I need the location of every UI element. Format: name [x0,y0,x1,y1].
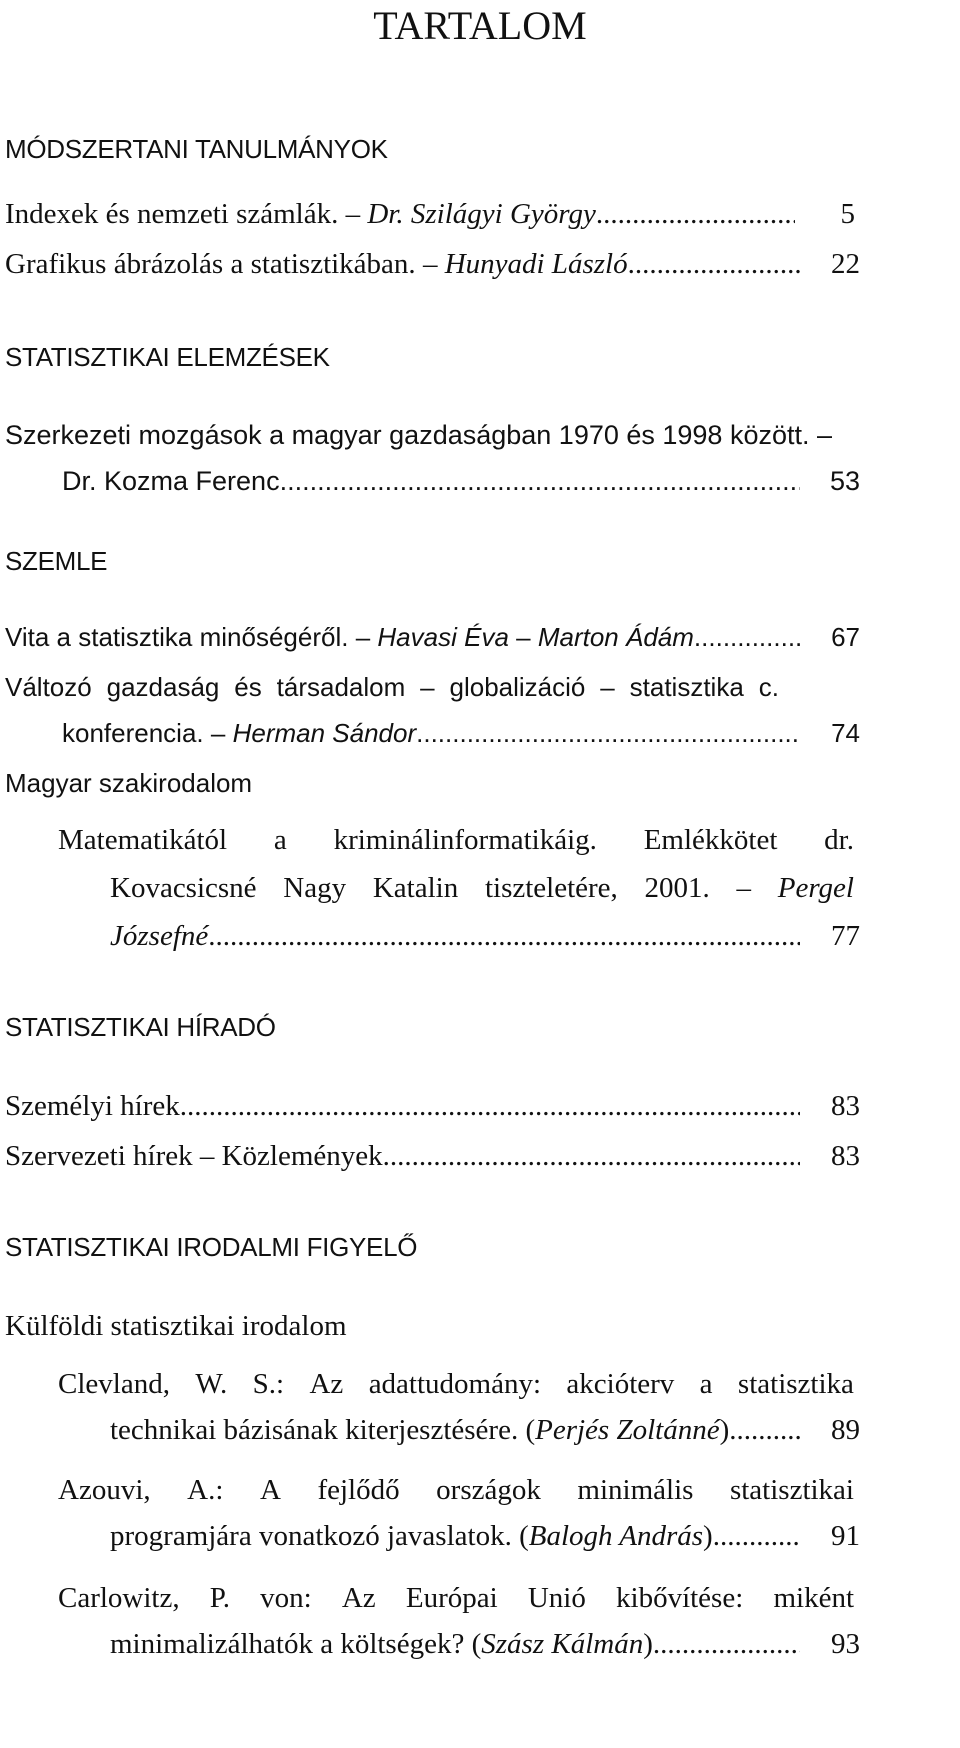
word: minimális [577,1474,694,1506]
toc-entry-line[interactable] [58,1368,854,1401]
word: Carlowitz, [58,1582,180,1614]
entry-reviewer: Perjés Zoltánné [535,1414,720,1446]
close-paren: ) [719,1414,730,1446]
close-paren: ) [703,1520,713,1552]
word: von: [260,1582,312,1614]
entry-title: technikai bázisának kiterjesztésére. ( [110,1414,536,1446]
word: fejlődő [317,1474,400,1506]
word: Emlékkötet [643,824,778,856]
entry-title: programjára vonatkozó javaslatok. ( [110,1520,529,1552]
page-number: 91 [831,1520,860,1552]
leader-dots [653,1628,800,1661]
page-number: 53 [829,466,860,496]
entry-dash: – [420,672,435,702]
word: statisztika [737,1368,854,1400]
entry-title: Személyi hírek [5,1090,180,1122]
word: dr. [824,824,854,856]
word: miként [773,1582,854,1614]
leader-dots [628,248,800,281]
page-number: 89 [831,1414,860,1446]
leader-dots [713,1520,800,1553]
entry-dash: – [817,420,833,450]
page-number: 67 [831,622,860,652]
word: globalizáció [449,672,586,702]
word: 2001. [644,872,710,904]
entry-dash: – [600,672,615,702]
page-number: 77 [831,920,860,952]
entry-title: Indexek és nemzeti számlák. [5,198,339,230]
entry-author: Pergel [777,872,854,904]
word: kibővítése: [616,1582,744,1614]
entry-title: Grafikus ábrázolás a statisztikában. [5,248,416,280]
subsection-heading-magyar: Magyar szakirodalom [5,768,253,798]
toc-entry[interactable] [110,1414,860,1447]
toc-entry[interactable] [5,198,855,231]
subsection-heading-kulfoldi: Külföldi statisztikai irodalom [5,1310,347,1342]
word: a [699,1368,713,1400]
entry-author: Herman Sándor [232,718,417,748]
word: és [234,672,262,702]
entry-author: Dr. Kozma Ferenc [62,466,280,496]
word: Clevland, [58,1368,170,1400]
word: Unió [527,1582,586,1614]
word: Katalin [372,872,459,904]
toc-entry-line[interactable] [58,1582,854,1615]
page-number: 83 [831,1090,860,1122]
entry-title: Szervezeti hírek – Közlemények [5,1140,383,1172]
section-heading-hirado: STATISZTIKAI HÍRADÓ [5,1012,276,1042]
entry-dash: – [736,872,752,904]
word: a [273,824,287,856]
entry-dash: – [422,248,438,280]
leader-dots [280,466,800,497]
word: c. [758,672,779,702]
word: Európai [405,1582,498,1614]
word: Azouvi, [58,1474,151,1506]
word: országok [436,1474,541,1506]
section-heading-szemle: SZEMLE [5,546,108,576]
entry-dash: – [355,622,371,652]
entry-title: konferencia. [62,718,204,748]
toc-entry[interactable] [110,1520,860,1553]
word: kriminálinformatikáig. [333,824,597,856]
leader-dots [729,1414,800,1447]
entry-dash: – [210,718,226,748]
entry-author: Marton Ádám [537,622,694,652]
page-number: 5 [840,198,855,230]
word: akcióterv [566,1368,675,1400]
entry-author: Józsefné [110,920,209,952]
toc-entry-line[interactable] [5,420,832,451]
close-paren: ) [643,1628,653,1660]
word: P. [209,1582,230,1614]
word: tiszteletére, [484,872,618,904]
entry-title: Szerkezeti mozgások a magyar gazdaságban 1970 és 1998 között. [5,420,810,450]
leader-dots [416,718,800,749]
word: Az [341,1582,376,1614]
entry-author: Hunyadi László [444,248,628,280]
word: Változó [5,672,92,702]
toc-entry[interactable] [62,718,860,749]
page-number: 93 [831,1628,860,1660]
section-heading-elemzesek: STATISZTIKAI ELEMZÉSEK [5,342,330,372]
toc-entry[interactable] [62,466,860,497]
entry-reviewer: Balogh András [528,1520,704,1552]
toc-entry-line[interactable] [58,1474,854,1507]
toc-entry[interactable] [5,248,860,281]
word: S.: [252,1368,285,1400]
entry-title: Vita a statisztika minőségéről. [5,622,349,652]
page-number: 22 [831,248,860,280]
entry-dash: – [345,198,361,230]
leader-dots [596,198,795,231]
entry-dash: – [516,622,531,652]
page-number: 83 [831,1140,860,1172]
entry-author: Havasi Éva [377,622,509,652]
leader-dots [208,920,800,953]
word: statisztikai [729,1474,854,1506]
toc-entry-line[interactable] [5,672,779,703]
word: Kovacsicsné [110,872,257,904]
entry-title: minimalizálhatók a költségek? ( [110,1628,482,1660]
toc-entry[interactable] [5,622,860,653]
section-heading-modszertani: MÓDSZERTANI TANULMÁNYOK [5,134,388,164]
entry-reviewer: Szász Kálmán [481,1628,644,1660]
leader-dots [180,1090,800,1123]
word: A [259,1474,281,1506]
toc-entry[interactable] [5,1090,860,1123]
entry-author: Dr. Szilágyi György [367,198,596,230]
word: statisztika [629,672,744,702]
word: Nagy [283,872,347,904]
word: W. [195,1368,228,1400]
toc-entry[interactable] [110,920,860,953]
word: Az [309,1368,344,1400]
word: adattudomány: [368,1368,542,1400]
page-number: 74 [831,718,860,748]
leader-dots [694,622,800,653]
toc-entry-line[interactable] [110,872,854,905]
toc-entry-line[interactable] [58,824,854,857]
word: A.: [187,1474,224,1506]
leader-dots [383,1140,800,1173]
word: gazdaság [106,672,220,702]
toc-entry[interactable] [110,1628,860,1661]
word: Matematikától [58,824,228,856]
page-title: TARTALOM [373,3,587,48]
word: társadalom [276,672,406,702]
section-heading-figyelo: STATISZTIKAI IRODALMI FIGYELŐ [5,1232,418,1262]
toc-entry[interactable] [5,1140,860,1173]
